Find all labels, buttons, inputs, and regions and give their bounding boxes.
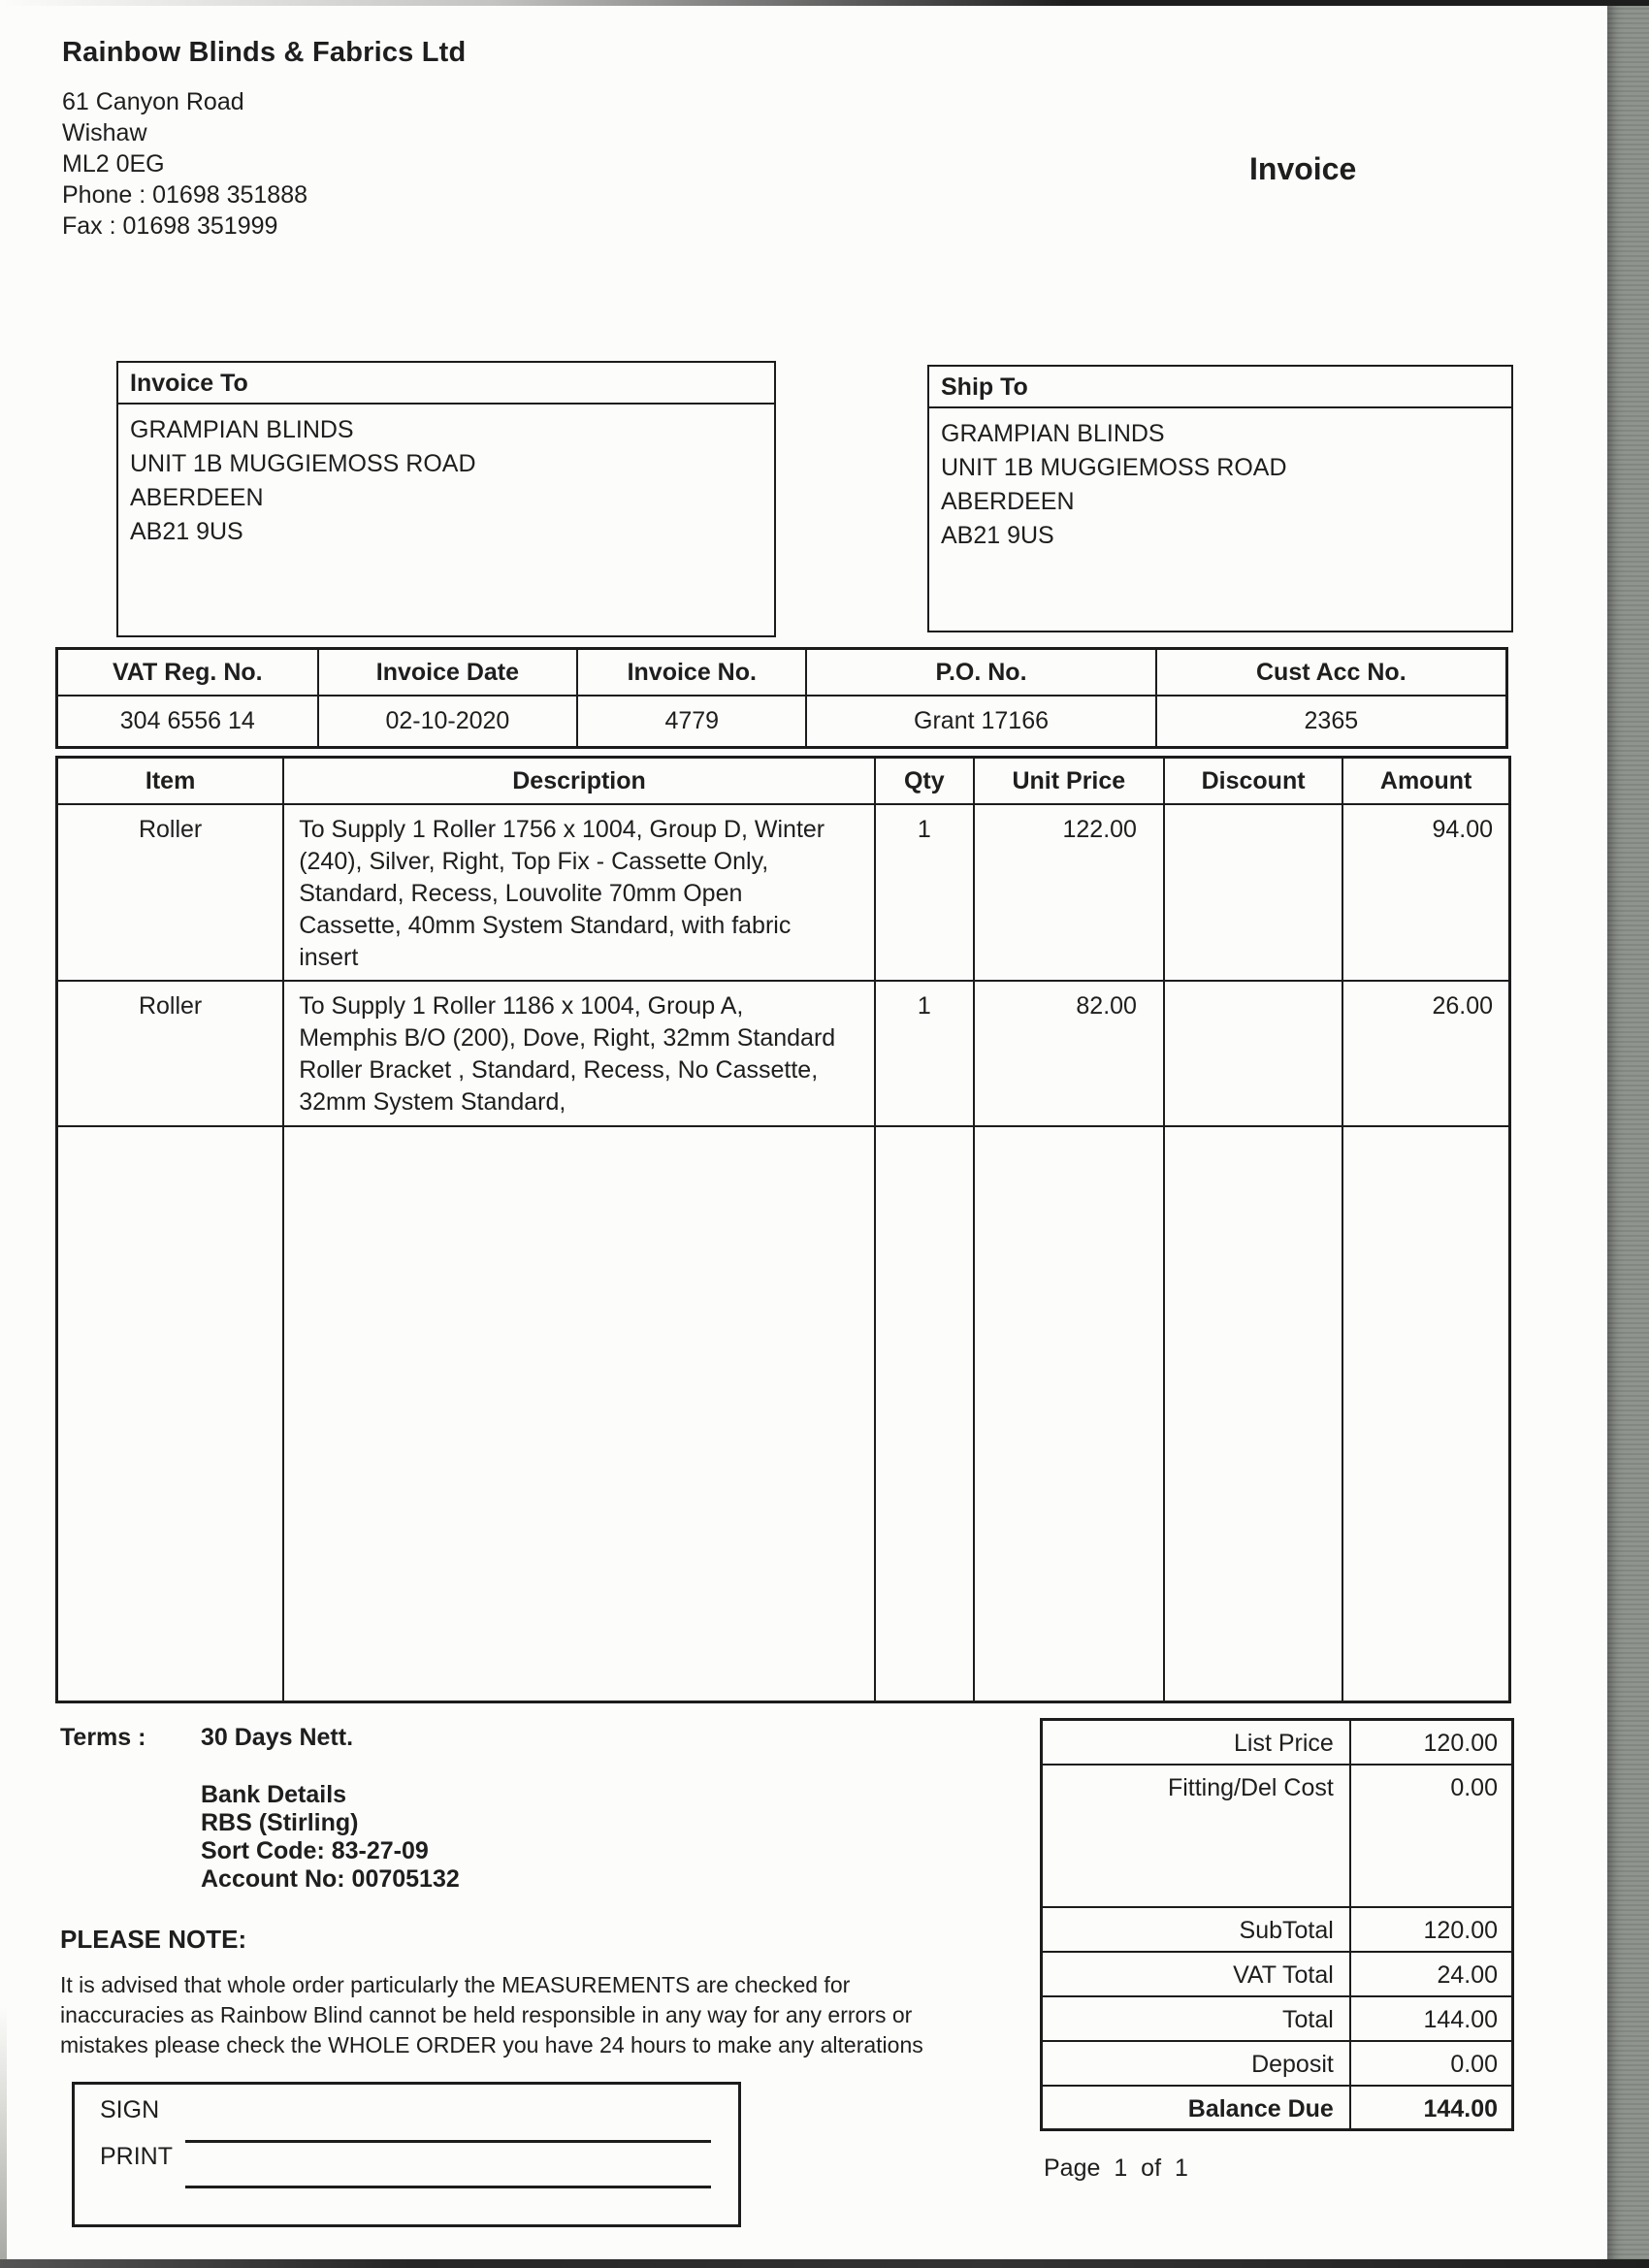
scan-edge-bottom	[0, 2259, 1649, 2268]
ship-to-box	[927, 365, 1513, 632]
info-header-row	[57, 649, 1507, 697]
item-qty-cell: 1	[875, 981, 974, 1126]
address-line: UNIT 1B MUGGIEMOSS ROAD	[941, 454, 1287, 481]
company-address-line: Wishaw	[62, 119, 147, 146]
address-line: ABERDEEN	[130, 484, 264, 511]
address-line: GRAMPIAN BLINDS	[941, 420, 1165, 447]
items-header-amount: Amount	[1342, 758, 1509, 805]
address-line: GRAMPIAN BLINDS	[130, 416, 354, 443]
item-description-cell: To Supply 1 Roller 1756 x 1004, Group D, Winter (240), Silver, Right, Top Fix - Cassette Only, Standard, Recess, Louvolite 70mm Open Cassette, 40mm System Standard, with fabric insert	[283, 804, 875, 981]
print-line	[185, 2186, 711, 2188]
line-items-table	[55, 756, 1511, 1703]
page-number: Page 1 of 1	[1044, 2155, 1188, 2182]
scan-edge-left	[0, 2007, 7, 2259]
sign-line	[185, 2140, 711, 2143]
ship-to-address	[929, 408, 1511, 562]
totals-row-subtotal	[1042, 1907, 1513, 1952]
company-address-line: 61 Canyon Road	[62, 88, 244, 115]
totals-label: SubTotal	[1042, 1907, 1350, 1952]
company-name: Rainbow Blinds & Fabrics Ltd	[62, 37, 467, 68]
info-header-invoice-no: Invoice No.	[577, 649, 806, 697]
bank-details-line: Account No: 00705132	[201, 1865, 460, 1893]
info-value-row	[57, 696, 1507, 748]
item-type-cell: Roller	[57, 981, 284, 1126]
company-fax: Fax : 01698 351999	[62, 212, 278, 240]
invoice-to-box	[116, 361, 776, 637]
totals-row-vat-total	[1042, 1952, 1513, 1996]
totals-label: Deposit	[1042, 2041, 1350, 2086]
company-phone: Phone : 01698 351888	[62, 181, 308, 209]
address-line: AB21 9US	[941, 522, 1054, 549]
company-header	[62, 37, 466, 242]
items-header-description: Description	[283, 758, 875, 805]
scan-edge-right	[1607, 0, 1649, 2268]
bank-details-line: RBS (Stirling)	[201, 1809, 359, 1836]
totals-row-deposit	[1042, 2041, 1513, 2086]
totals-table	[1040, 1718, 1514, 2131]
totals-row-fitting-del	[1042, 1765, 1513, 1907]
info-value-po-no: Grant 17166	[806, 696, 1155, 748]
info-header-invoice-date: Invoice Date	[318, 649, 578, 697]
info-header-cust-acc: Cust Acc No.	[1156, 649, 1507, 697]
invoice-to-label: Invoice To	[118, 363, 774, 405]
item-discount-cell	[1164, 804, 1342, 981]
totals-value: 0.00	[1350, 2041, 1513, 2086]
totals-row-balance-due	[1042, 2086, 1513, 2130]
items-header-discount: Discount	[1164, 758, 1342, 805]
table-row	[57, 804, 1510, 981]
item-amount-cell: 26.00	[1342, 981, 1509, 1126]
terms-value: 30 Days Nett.	[201, 1724, 354, 1751]
items-header-unit-price: Unit Price	[974, 758, 1164, 805]
table-filler-row	[57, 1126, 1510, 1702]
info-value-invoice-no: 4779	[577, 696, 806, 748]
terms-label: Terms :	[60, 1724, 146, 1751]
address-line: AB21 9US	[130, 518, 243, 545]
signature-box	[72, 2082, 741, 2227]
totals-label: List Price	[1042, 1720, 1350, 1765]
totals-label: VAT Total	[1042, 1952, 1350, 1996]
totals-row-total	[1042, 1996, 1513, 2041]
ship-to-label: Ship To	[929, 367, 1511, 408]
company-address-line: ML2 0EG	[62, 150, 165, 178]
info-value-cust-acc: 2365	[1156, 696, 1507, 748]
info-value-vat: 304 6556 14	[57, 696, 318, 748]
item-amount-cell: 94.00	[1342, 804, 1509, 981]
totals-label: Total	[1042, 1996, 1350, 2041]
item-unit-price-cell: 122.00	[974, 804, 1164, 981]
address-line: UNIT 1B MUGGIEMOSS ROAD	[130, 450, 476, 477]
totals-value: 24.00	[1350, 1952, 1513, 1996]
company-address	[62, 86, 466, 242]
totals-value: 144.00	[1350, 2086, 1513, 2130]
address-line: ABERDEEN	[941, 488, 1075, 515]
info-header-po-no: P.O. No.	[806, 649, 1155, 697]
totals-row-list-price	[1042, 1720, 1513, 1765]
please-note-heading: PLEASE NOTE:	[60, 1925, 247, 1954]
invoice-to-address	[118, 405, 774, 558]
totals-value: 120.00	[1350, 1907, 1513, 1952]
table-row	[57, 981, 1510, 1126]
sign-label: SIGN	[100, 2096, 160, 2123]
document-title: Invoice	[1249, 151, 1357, 186]
print-label: PRINT	[100, 2143, 173, 2170]
item-type-cell: Roller	[57, 804, 284, 981]
totals-value: 144.00	[1350, 1996, 1513, 2041]
item-unit-price-cell: 82.00	[974, 981, 1164, 1126]
item-discount-cell	[1164, 981, 1342, 1126]
bank-details	[201, 1781, 460, 1894]
items-header-item: Item	[57, 758, 284, 805]
scan-edge-top	[0, 0, 1649, 6]
items-header-qty: Qty	[875, 758, 974, 805]
items-header-row	[57, 758, 1510, 805]
item-description-cell: To Supply 1 Roller 1186 x 1004, Group A, Memphis B/O (200), Dove, Right, 32mm Standard Roller Bracket , Standard, Recess, No Cassette, 32mm System Standard,	[283, 981, 875, 1126]
totals-label: Balance Due	[1042, 2086, 1350, 2130]
item-qty-cell: 1	[875, 804, 974, 981]
totals-value: 120.00	[1350, 1720, 1513, 1765]
invoice-info-table	[55, 647, 1508, 749]
totals-value: 0.00	[1350, 1765, 1513, 1907]
totals-label: Fitting/Del Cost	[1042, 1765, 1350, 1907]
bank-details-line: Sort Code: 83-27-09	[201, 1837, 429, 1864]
bank-details-line: Bank Details	[201, 1781, 347, 1808]
info-header-vat: VAT Reg. No.	[57, 649, 318, 697]
info-value-invoice-date: 02-10-2020	[318, 696, 578, 748]
please-note-body: It is advised that whole order particularly the MEASUREMENTS are checked for inaccuracies as Rainbow Blind cannot be held responsible in any way for any errors or mistakes please check the WHOLE ORDER you have 24 hours to make any alterations	[60, 1972, 923, 2057]
